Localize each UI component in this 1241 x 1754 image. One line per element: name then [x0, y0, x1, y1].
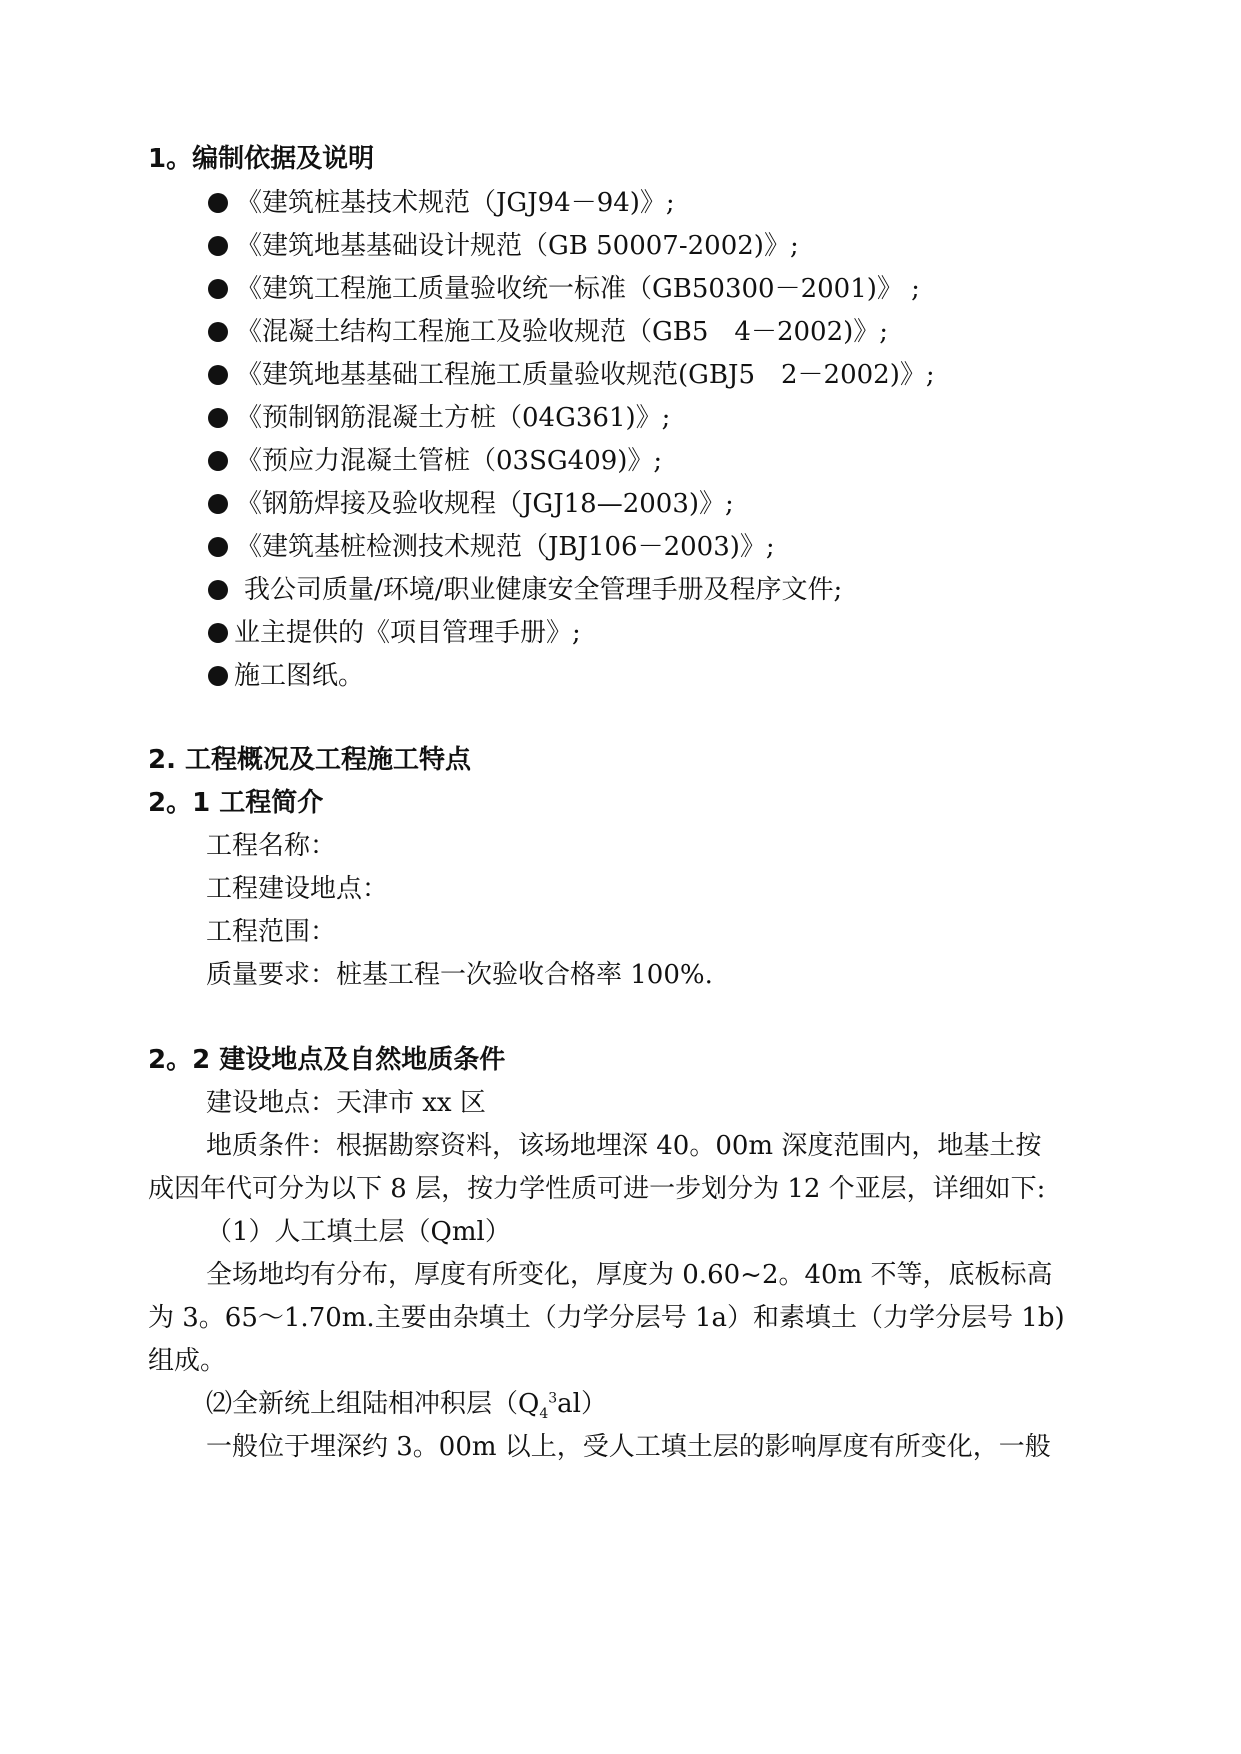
- list-item: 《建筑工程施工质量验收统一标准（GB50300－2001)》 ;: [236, 274, 920, 304]
- layer-2-title: [206, 1387, 607, 1421]
- geology-paragraph-line: 地质条件：根据勘察资料，该场地埋深 40。00m 深度范围内，地基土按: [206, 1131, 1042, 1161]
- bullet-icon: [208, 408, 228, 428]
- bullet-icon: [208, 494, 228, 514]
- bullet-icon: [208, 236, 228, 256]
- list-item: 《预应力混凝土管桩（03SG409)》;: [236, 446, 663, 476]
- layer-2-title-text: ⑵全新统上组陆相冲积层（Q: [206, 1389, 540, 1419]
- bullet-icon: [208, 623, 228, 643]
- quality-requirement: 质量要求：桩基工程一次验收合格率 100%.: [206, 960, 713, 990]
- list-item: 《混凝土结构工程施工及验收规范（GB5 4－2002)》;: [236, 317, 889, 347]
- layer-2-title-suffix: al）: [557, 1389, 607, 1419]
- section-1-heading: 1。编制依据及说明: [148, 144, 375, 174]
- geology-paragraph-line: 成因年代可分为以下 8 层，按力学性质可进一步划分为 12 个亚层，详细如下:: [148, 1174, 1046, 1204]
- bullet-icon: [208, 580, 228, 600]
- bullet-icon: [208, 193, 228, 213]
- section-2-1-heading: 2。1 工程简介: [148, 788, 324, 818]
- list-item: 《建筑桩基技术规范（JGJ94－94)》;: [236, 188, 675, 218]
- bullet-icon: [208, 279, 228, 299]
- bullet-icon: [208, 365, 228, 385]
- layer-1-title: （1）人工填土层（Qml）: [206, 1217, 511, 1247]
- list-item: 《钢筋焊接及验收规程（JGJ18—2003)》;: [236, 489, 734, 519]
- project-name-label: 工程名称：: [206, 831, 337, 861]
- layer-2-paragraph-line: 一般位于埋深约 3。00m 以上，受人工填土层的影响厚度有所变化，一般: [206, 1432, 1051, 1462]
- list-item: 业主提供的《项目管理手册》;: [234, 618, 581, 648]
- list-item: 《预制钢筋混凝土方桩（04G361)》;: [236, 403, 671, 433]
- layer-2-title-superscript: 3: [548, 1390, 558, 1407]
- layer-1-paragraph-line: 组成。: [148, 1346, 227, 1376]
- layer-1-paragraph-line: 全场地均有分布，厚度有所变化，厚度为 0.60~2。40m 不等，底板标高: [206, 1260, 1053, 1290]
- bullet-icon: [208, 537, 228, 557]
- bullet-icon: [208, 322, 228, 342]
- bullet-icon: [208, 451, 228, 471]
- list-item: 施工图纸。: [234, 661, 365, 691]
- list-item: 《建筑地基基础工程施工质量验收规范(GBJ5 2－2002)》;: [236, 360, 935, 390]
- section-2-heading: 2. 工程概况及工程施工特点: [148, 745, 472, 775]
- layer-1-paragraph-line: 为 3。65～1.70m.主要由杂填土（力学分层号 1a）和素填土（力学分层号 1b): [148, 1303, 1065, 1333]
- bullet-icon: [208, 666, 228, 686]
- section-2-2-heading: 2。2 建设地点及自然地质条件: [148, 1045, 506, 1075]
- project-scope-label: 工程范围：: [206, 917, 337, 947]
- list-item: 《建筑基桩检测技术规范（JBJ106－2003)》;: [236, 532, 775, 562]
- site-location: 建设地点：天津市 xx 区: [206, 1088, 486, 1118]
- list-item: 我公司质量/环境/职业健康安全管理手册及程序文件;: [244, 575, 843, 605]
- layer-2-title-subscript: 4: [539, 1406, 549, 1423]
- project-location-label: 工程建设地点：: [206, 874, 389, 904]
- list-item: 《建筑地基基础设计规范（GB 50007-2002)》;: [236, 231, 799, 261]
